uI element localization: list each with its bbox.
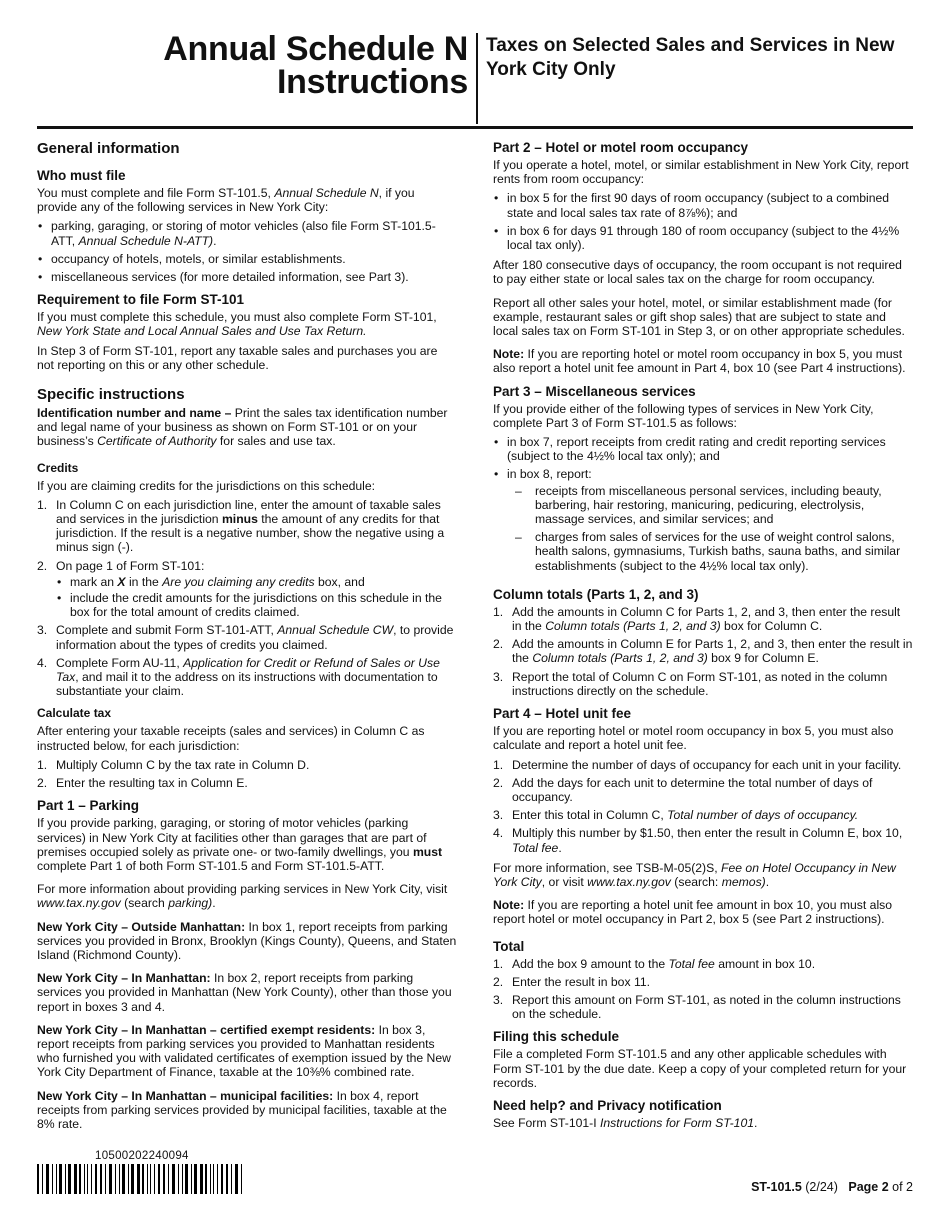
part3-intro: If you provide either of the following types of services in New York City, complete Part 3 of Form ST-101.5 as follows: — [493, 401, 874, 430]
filing-paragraph: File a completed Form ST-101.5 and any other applicable schedules with Form ST-101 by the due date. Keep a copy of your completed return for your records. — [493, 1047, 907, 1090]
barcode-icon — [37, 1164, 249, 1194]
total-list — [493, 957, 913, 1022]
part1-paragraph: For more information about providing parking services in New York City, visit www.tax.ny.gov (search parking). — [37, 882, 448, 911]
list-item: – charges from sales of services for the use of weight control salons, health salons, gymnasiums, Turkish baths, sauna baths, and similar establishments (subject to the 4½% local tax only). — [507, 530, 913, 573]
part1-municipal-facilities: New York City – In Manhattan – municipal facilities: In box 4, report receipts from parking services provided by municipal facilities, taxable at the 8% rate. — [37, 1088, 447, 1131]
list-item: • include the credit amounts for the jurisdictions on this schedule in the box for the total amount of credits claimed. — [56, 591, 457, 619]
list-item: 3. Enter this total in Column C, Total number of days of occupancy. — [493, 808, 859, 823]
column-totals-section — [493, 587, 913, 698]
who-must-file-list — [37, 219, 457, 284]
list-item: • occupancy of hotels, motels, or similar establishments. — [37, 252, 457, 266]
list-item: 4. Multiply this number by $1.50, then enter the result in Column E, box 10, Total fee. — [493, 826, 903, 855]
form-revision: (2/24) — [801, 1180, 838, 1194]
part1-outside-manhattan: New York City – Outside Manhattan: In box 1, report receipts from parking services you provided in Bronx, Brooklyn (Kings County), Queens, and Staten Island (Richmond County). — [37, 919, 457, 962]
header-divider — [476, 33, 478, 124]
requirement-heading: Requirement to file Form ST-101 — [37, 292, 245, 308]
part4-section — [493, 706, 913, 926]
part2-section — [493, 140, 913, 376]
list-item: 2. Add the days for each unit to determine the total number of days of occupancy. — [493, 775, 873, 804]
left-column — [37, 140, 457, 1139]
part1-section — [37, 798, 457, 1131]
credits-intro: If you are claiming credits for the jurisdictions on this schedule: — [37, 478, 376, 493]
right-column — [493, 140, 913, 1138]
who-must-file-heading: Who must file — [37, 168, 126, 183]
part4-more-info: For more information, see TSB-M-05(2)S, Fee on Hotel Occupancy in New York City, or visit www.tax.ny.gov (search: memos). — [493, 860, 896, 889]
part2-heading: Part 2 – Hotel or motel room occupancy — [493, 140, 749, 155]
general-info-heading: General information — [37, 140, 180, 157]
identification-paragraph: Identification number and name – Print the sales tax identification number and legal name of your business as shown on Form ST-101 or on your business’s Certificate of Authority for sales and use tax. — [37, 406, 448, 449]
part3-dash-list — [507, 484, 913, 573]
list-item: 1. Determine the number of days of occupancy for each unit in your facility. — [493, 757, 902, 772]
part2-note: Note: If you are reporting hotel or motel room occupancy in box 5, you must also report a hotel unit fee amount in Part 4, box 10 (see Part 4 instructions). — [493, 347, 906, 376]
credits-list — [37, 498, 457, 699]
list-item: • in box 5 for the first 90 days of room occupancy (subject to a combined state and local sales tax rate of 8⅞%); and — [493, 191, 913, 219]
column-totals-list — [493, 605, 913, 698]
part3-list — [493, 435, 913, 573]
part1-paragraph: If you provide parking, garaging, or storing of motor vehicles (parking services) in New York City at facilities other than garages that are part of premises occupied solely as private one- or two-family dwellings, you must complete Part 1 of both Form ST-101.5 and Form ST-101.5-ATT. — [37, 816, 443, 873]
list-item: 2. Enter the resulting tax in Column E. — [37, 776, 248, 791]
list-item: 2. On page 1 of Form ST-101: • mark an X in the Are you claiming any credits box, and • include the credit amounts for the jurisdictions on this schedule in the box for the total amount of credits claimed. — [37, 559, 457, 620]
list-item: 1. Add the box 9 amount to the Total fee amount in box 10. — [493, 956, 816, 971]
who-must-file-section — [37, 168, 457, 284]
calculate-tax-intro: After entering your taxable receipts (sales and services) in Column C as instructed below, for each jurisdiction: — [37, 724, 425, 753]
part1-exempt-residents: New York City – In Manhattan – certified exempt residents: In box 3, report receipts from parking services you provided to Manhattan residents who furnished you with validated certificates of exemption issued by the New York City Department of Finance, taxable at the 10⅜% combined rate. — [37, 1022, 451, 1080]
part4-intro: If you are reporting hotel or motel room occupancy in box 5, you must also calculate and report a hotel unit fee. — [493, 724, 894, 753]
help-section — [493, 1098, 913, 1130]
title-line-2: Instructions — [277, 63, 468, 101]
specific-instructions-heading: Specific instructions — [37, 386, 185, 404]
page-of: of 2 — [888, 1180, 913, 1194]
page-subtitle: Taxes on Selected Sales and Services in New York City Only — [486, 35, 895, 80]
header-rule — [37, 126, 913, 129]
filing-section — [493, 1029, 913, 1090]
requirement-paragraph: In Step 3 of Form ST-101, report any taxable sales and purchases you are not reporting on this or any other schedule. — [37, 343, 438, 372]
list-item: • parking, garaging, or storing of motor vehicles (also file Form ST-101.5-ATT, Annual Schedule N-ATT). — [37, 219, 457, 247]
list-item: 1. Add the amounts in Column C for Parts 1, 2, and 3, then enter the result in the Column totals (Parts 1, 2, and 3) box for Column C. — [493, 604, 901, 634]
list-item: • mark an X in the Are you claiming any credits box, and — [56, 575, 457, 589]
list-item: 4. Complete Form AU-11, Application for Credit or Refund of Sales or Use Tax, and mail it to the address on its instructions with documentation to substantiate your claim. — [37, 655, 440, 699]
part2-paragraph: After 180 consecutive days of occupancy, the room occupant is not required to pay either state or local sales tax on the charge for room occupancy. — [493, 258, 902, 287]
part3-heading: Part 3 – Miscellaneous services — [493, 383, 696, 399]
form-id: ST-101.5 — [751, 1180, 802, 1194]
part2-paragraph: Report all other sales your hotel, motel, or similar establishment made (for example, restaurant sales or gift shop sales) that are subject to state and local sales tax on Form ST-101 in Step 3, or on other appropriate schedules. — [493, 295, 905, 339]
part3-section — [493, 384, 913, 573]
total-heading: Total — [493, 938, 525, 954]
part1-heading: Part 1 – Parking — [37, 798, 140, 814]
page-label: Page — [848, 1180, 882, 1194]
calculate-tax-list — [37, 758, 457, 790]
barcode-number: 10500202240094 — [95, 1150, 189, 1162]
page-number: 2 — [881, 1180, 889, 1194]
list-item: 3. Report this amount on Form ST-101, as noted in the column instructions on the schedule. — [493, 992, 901, 1022]
part2-intro: If you operate a hotel, motel, or similar establishment in New York City, report rents from room occupancy: — [493, 158, 909, 187]
calculate-tax-section — [37, 706, 457, 790]
list-item: • miscellaneous services (for more detailed information, see Part 3). — [37, 270, 457, 284]
list-item: 3. Complete and submit Form ST-101-ATT, Annual Schedule CW, to provide information about the types of credits you claimed. — [37, 623, 454, 652]
who-must-file-intro: You must complete and file Form ST-101.5, Annual Schedule N, if you provide any of the following services in New York City: — [37, 186, 415, 215]
part4-note: Note: If you are reporting a hotel unit fee amount in box 10, you must also report hotel or motel occupancy in Part 2, box 5 (see Part 2 instructions). — [493, 898, 893, 927]
list-item: • in box 7, report receipts from credit rating and credit reporting services (subject to the 4½% local tax only); and — [493, 435, 913, 463]
list-item: 2. Enter the result in box 11. — [493, 974, 650, 989]
list-item: • in box 6 for days 91 through 180 of room occupancy (subject to the 4½% local tax only). — [493, 224, 913, 252]
calculate-tax-heading: Calculate tax — [37, 706, 112, 721]
part2-list — [493, 191, 913, 252]
help-paragraph: See Form ST-101-I Instructions for Form ST-101. — [493, 1115, 758, 1130]
total-section — [493, 939, 913, 1022]
list-item: 1. Multiply Column C by the tax rate in Column D. — [37, 757, 310, 772]
page-title — [90, 30, 468, 101]
column-totals-heading: Column totals (Parts 1, 2, and 3) — [493, 586, 699, 602]
part4-heading: Part 4 – Hotel unit fee — [493, 706, 632, 722]
list-item: 3. Report the total of Column C on Form ST-101, as noted in the column instructions directly on the schedule. — [493, 669, 888, 698]
part4-list — [493, 758, 913, 855]
credits-section — [37, 461, 457, 699]
page-footer — [751, 1180, 913, 1194]
credits-heading: Credits — [37, 460, 79, 475]
list-item: • in box 8, report: – receipts from miscellaneous personal services, including beauty, barbering, hair restoring, manicuring, pedicuring, electrolysis, massage services, and similar services; and – charges from sales of services for the use of weight control salons, health salons, gymnasiums, Turkish baths, sauna baths, and similar establishments (subject to the 4½% local tax only). — [493, 467, 913, 572]
title-line-1: Annual Schedule N — [163, 30, 468, 68]
requirement-paragraph: If you must complete this schedule, you must also complete Form ST-101, New York State and Local Annual Sales and Use Tax Return. — [37, 310, 437, 339]
filing-heading: Filing this schedule — [493, 1029, 620, 1045]
list-item: – receipts from miscellaneous personal services, including beauty, barbering, hair restoring, manicuring, pedicuring, electrolysis, massage services, and similar services; and — [507, 484, 913, 527]
part1-in-manhattan: New York City – In Manhattan: In box 2, report receipts from parking services you provided in Manhattan (New York County), other than those you report in boxes 3 and 4. — [37, 971, 452, 1014]
credits-sublist — [56, 575, 457, 620]
help-heading: Need help? and Privacy notification — [493, 1097, 722, 1113]
requirement-section — [37, 292, 457, 372]
list-item: 2. Add the amounts in Column E for Parts 1, 2, and 3, then enter the result in the Column totals (Parts 1, 2, and 3) box 9 for Column E. — [493, 637, 913, 666]
list-item: 1. In Column C on each jurisdiction line, enter the amount of taxable sales and services in the jurisdiction minus the amount of any credits for that jurisdiction. If the result is a negative number, show the negative using a minus sign (-). — [37, 497, 445, 555]
